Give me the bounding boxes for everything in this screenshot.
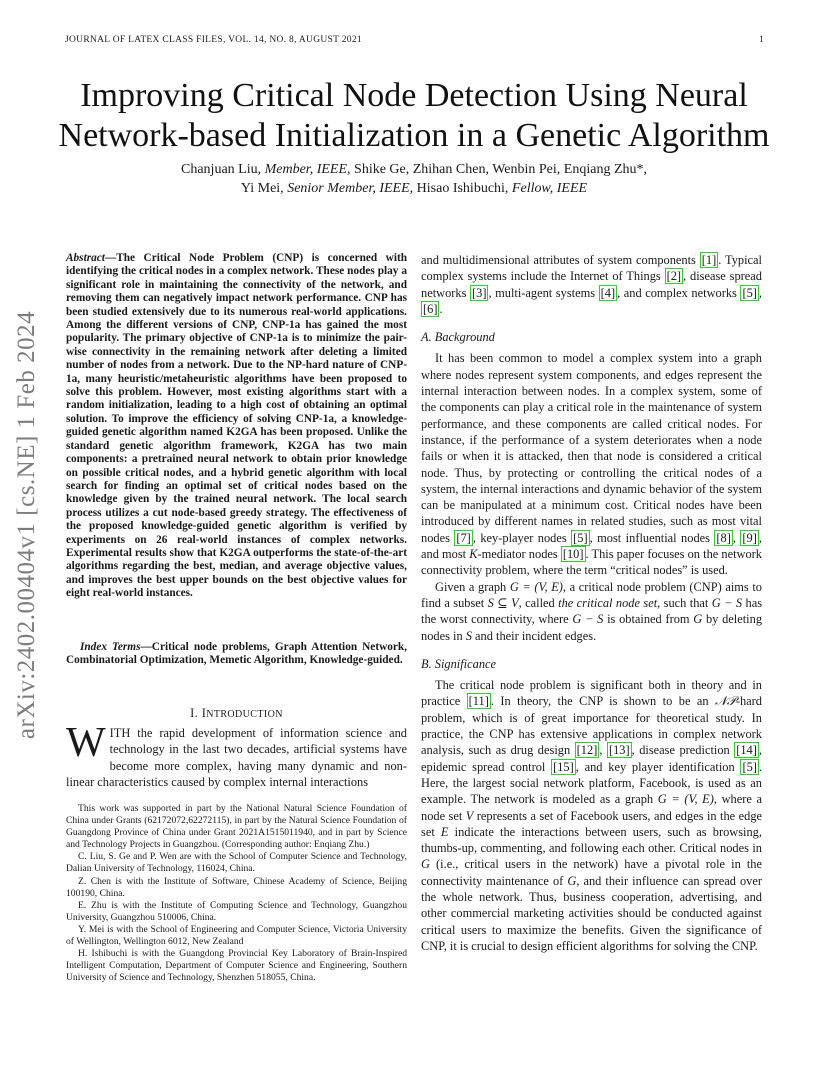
text: Given a graph: [435, 579, 510, 594]
text: and multidimensional attributes of system components: [421, 253, 700, 267]
abstract-text: —The Critical Node Problem (CNP) is concerned with identifying the critical nodes in a complex network. These nodes play a significant role in maintaining the connectivity of the network, and removing them can negatively impact network performance. CNP has been studied extensively due to its numerous real-world applications. Among the different versions of CNP, CNP-1a has gained the most popularity. The primary objective of CNP-1a is to minimize the pair-wise connectivity in the remaining network after deleting a limited number of nodes from a network. Due to the NP-hard nature of CNP-1a, many heuristic/metaheuristic algorithms have been proposed to solve this problem. However, most existing algorithms start with a random initialization, leading to a high cost of obtaining an optimal solution. To improve the efficiency of solving CNP-1a, a knowledge-guided genetic algorithm named K2GA has been proposed. Unlike the standard genetic algorithm framework, K2GA has two main components: a pretrained neural network to obtain prior knowledge on possible critical nodes, and a hybrid genetic algorithm with local search for finding an optimal set of critical nodes based on the knowledge given by the trained neural network. The local search process utilizes a cut node-based greedy strategy. The effectiveness of the proposed knowledge-guided genetic algorithm is verified by experiments on 26 real-world instances of complex networks. Experimental results show that K2GA outperforms the state-of-the-art algorithms regarding the best, median, and average objective values, and improves the best upper bounds on the best objective values for eight real-world instances.: [66, 252, 407, 600]
author-affil: Fellow, IEEE: [511, 181, 588, 196]
text: , where a node set: [421, 792, 763, 823]
citation-link[interactable]: [3]: [472, 285, 487, 300]
footnote: Z. Chen is with the Institute of Software, Chinese Academy of Science, Beijing 100190, China.: [66, 875, 407, 899]
math: G = (V, E): [509, 579, 563, 594]
text: ,: [599, 743, 607, 758]
running-header: [65, 35, 764, 47]
text: -mediator nodes: [477, 547, 561, 562]
text: and their incident edges.: [471, 628, 597, 643]
math: E: [440, 824, 449, 839]
math: G: [567, 873, 577, 888]
text: , a critical node problem (CNP) aims to find a subset: [421, 579, 762, 610]
index-terms-label: Index Terms: [80, 641, 141, 653]
math: G = (V, E): [657, 792, 714, 807]
emphasis: the critical node set: [558, 595, 658, 610]
page-number: 1: [758, 35, 764, 45]
intro-continued: [421, 252, 762, 317]
drop-cap: W: [66, 720, 106, 766]
text: .: [439, 301, 443, 316]
text: , and their influence can spread over the whole network. Thus, business cooperation, advertising, and other commercial marketing activities should be conducted against critical users to maximize the benefits. Given the significance of CNP, it is crucial to design efficient algorithms for solving the CNP.: [421, 873, 762, 953]
citation-link[interactable]: [11]: [468, 694, 489, 709]
abstract: [66, 252, 407, 601]
text: (i.e., critical users in the network) have a pivotal role in the connectivity maintenance of: [421, 857, 762, 888]
text: . This paper focuses on the network connectivity problem, where the term “critical nodes” is used.: [421, 547, 762, 578]
subsection-heading-significance: B. Significance: [421, 656, 497, 671]
definition-paragraph: [421, 579, 762, 644]
section-heading-introduction: [66, 706, 407, 721]
significance-paragraph: [421, 677, 762, 954]
abstract-label: Abstract: [66, 252, 105, 264]
citation-link[interactable]: [7]: [456, 530, 471, 545]
paper-title: [40, 76, 788, 156]
background-paragraph: [421, 350, 762, 578]
math: G − S: [572, 612, 604, 627]
citation-link[interactable]: [5]: [742, 759, 757, 774]
intro-paragraph: ITH the rapid development of information science and technology in the last two decades, artificial systems have become more complex, having many dynamic and non-linear characteristics caused by complex internal interactions: [66, 726, 407, 789]
section-heading-rest: NTRODUCTION: [206, 709, 283, 720]
footnotes: [66, 803, 407, 984]
math: S: [465, 628, 472, 643]
subsection-heading-background: A. Background: [421, 330, 495, 345]
footnote: E. Zhu is with the Institute of Computing Science and Technology, Guangzhou University, Guangzhou 510006, China.: [66, 899, 407, 923]
citation-link[interactable]: [1]: [701, 253, 717, 267]
citation-link[interactable]: [5]: [742, 285, 757, 300]
text: indicate the interactions between users, such as browsing, thumbs-up, commenting, and following each other. Critical nodes in: [421, 824, 762, 856]
citation-link[interactable]: [6]: [423, 301, 438, 316]
math: S ⊆ V: [487, 595, 519, 610]
text: , disease spread networks: [421, 269, 762, 300]
citation-link[interactable]: [10]: [562, 547, 584, 562]
text: , epidemic spread control: [421, 743, 762, 774]
citation-link[interactable]: [13]: [608, 743, 630, 758]
citation-link[interactable]: [12]: [576, 743, 598, 758]
math: G: [421, 857, 430, 872]
title-line: Improving Critical Node Detection Using Neural: [80, 77, 748, 114]
text: , multi-agent systems: [488, 285, 599, 300]
citation-link[interactable]: [15]: [553, 759, 574, 774]
arxiv-sidebar: [2, 290, 52, 760]
text: . Here, the largest social network platform, Facebook, is used as an example. The network is modeled as a graph: [421, 759, 762, 807]
citation-link[interactable]: [9]: [742, 530, 757, 545]
arxiv-identifier: arXiv:2402.00404v1 [cs.NE] 1 Feb 2024: [13, 310, 40, 740]
text: represents a set of Facebook users, and edges in the edge set: [421, 808, 763, 839]
section-number: I.: [190, 706, 202, 720]
text: -hard problem, which is of great importance for theoretical study. In practice, the CNP has extensive applications in complex network analysis, such as drug design: [421, 694, 762, 758]
math: G: [693, 612, 703, 627]
text: , key-player nodes: [472, 530, 572, 545]
right-column: [421, 252, 762, 954]
math: V: [465, 808, 474, 823]
math: G − S: [711, 595, 743, 610]
text: ,: [732, 530, 741, 545]
footnote: Y. Mei is with the School of Engineering and Computer Science, Victoria University of Wellington, Wellington 6012, New Zealand: [66, 923, 407, 948]
text: , and most: [421, 530, 762, 562]
text: , and complex networks: [617, 285, 741, 300]
author-affil: Member, IEEE,: [264, 162, 351, 177]
text: , such that: [657, 595, 712, 610]
author-affil: Senior Member, IEEE,: [287, 181, 414, 196]
text: has the worst connectivity, where: [421, 595, 763, 627]
text: . Typical complex systems include the Internet of Things: [421, 253, 762, 284]
text: , called: [518, 595, 559, 610]
math: 𝒩𝒫: [715, 694, 736, 709]
citation-link[interactable]: [4]: [600, 285, 616, 300]
text: It has been common to model a complex system into a graph where nodes represent system components, and edges represent the internal interaction between nodes. In a complex system, some of the components can play a critical role in the maintenance of system performance, and these components are called critical nodes. For instance, if the performance of a system deteriorates when a node fails or when it is attacked, then that node is considered a critical node. Thus, by protecting or controlling the critical nodes of a system, the internal interactions and dynamic behavior of the system can be manipulated at a minimum cost. Critical nodes have been introduced by different names in related studies, such as most vital nodes: [421, 351, 762, 545]
author-line: [40, 179, 788, 198]
citation-link[interactable]: [5]: [573, 530, 588, 545]
index-terms-text: —Critical node problems, Graph Attention Network, Combinatorial Optimization, Memetic Algorithm, Knowledge-guided.: [66, 641, 408, 667]
text: is obtained from: [603, 612, 694, 627]
introduction-text: [66, 720, 407, 790]
citation-link[interactable]: [14]: [736, 743, 757, 758]
author-text: Yi Mei,: [240, 181, 288, 196]
author-line: [40, 160, 788, 179]
footnote: This work was supported in part by the National Natural Science Foundation of China under Grants (62172072,62272115), in part by the Natural Science Foundation of Guangdong Province of China under Grant 2021A1515011940, and in part by Science and Technology Projects in Guangzhou. (Corresponding author: Enqiang Zhu.): [66, 803, 407, 851]
author-list: [40, 160, 788, 198]
footnote: C. Liu, S. Ge and P. Wen are with the School of Computer Science and Technology, Dalian University of Technology, 116024, China.: [66, 851, 407, 875]
index-terms: [66, 641, 407, 668]
text: , most influential nodes: [589, 530, 715, 545]
title-line: Network-based Initialization in a Genetic Algorithm: [58, 117, 770, 154]
author-text: Chanjuan Liu,: [181, 162, 265, 177]
author-text: Shike Ge, Zhihan Chen, Wenbin Pei, Enqiang Zhu*,: [350, 162, 647, 177]
text: The critical node problem is significant both in theory and in practice: [421, 678, 762, 709]
citation-link[interactable]: [8]: [716, 530, 731, 545]
text: ,: [758, 285, 762, 300]
section-heading-initial: I: [201, 706, 207, 720]
footnote: H. Ishibuchi is with the Guangdong Provincial Key Laboratory of Brain-Inspired Intelligent Computation, Department of Computer Science and Engineering, Southern University of Science and Technology, Shenzhen 518055, China.: [66, 948, 407, 984]
math: K: [469, 547, 478, 562]
author-text: Hisao Ishibuchi,: [413, 181, 512, 196]
citation-link[interactable]: [2]: [666, 269, 682, 284]
text: . In theory, the CNP is shown to be an: [490, 694, 716, 709]
text: , and key player identification: [575, 759, 741, 774]
journal-name: JOURNAL OF LATEX CLASS FILES, VOL. 14, NO. 8, AUGUST 2021: [65, 35, 362, 45]
text: , disease prediction: [631, 743, 735, 758]
text: by deleting nodes in: [421, 612, 763, 643]
